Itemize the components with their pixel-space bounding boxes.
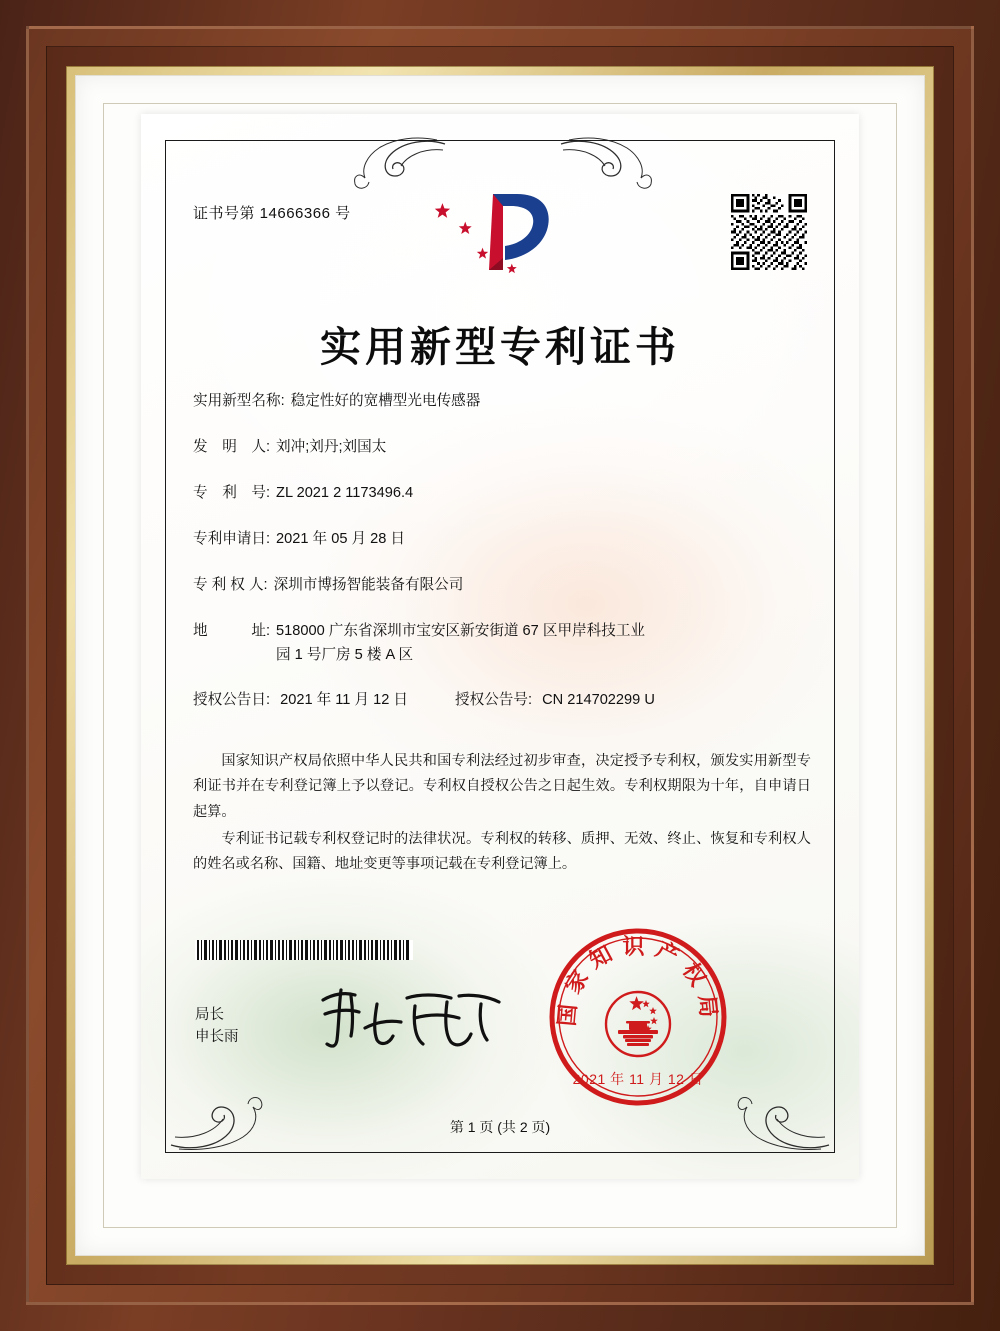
- legal-text: [193, 749, 811, 879]
- field-label: 专利申请日:: [193, 530, 271, 547]
- field-value: 深圳市博扬智能装备有限公司: [273, 576, 464, 593]
- barcode-icon: [195, 940, 413, 960]
- signature-name: 申长雨: [195, 1029, 239, 1046]
- field-application-date: [193, 529, 807, 551]
- field-announcement-number: [455, 688, 807, 709]
- page-title: 实用新型专利证书: [320, 324, 680, 370]
- legal-paragraph-2: 专利证书记载专利权登记时的法律状况。专利权的转移、质押、无效、终止、恢复和专利权人的姓名或名称、国籍、地址变更等事项记载在专利登记簿上。: [193, 830, 811, 873]
- field-label: 专 利 号:: [193, 484, 271, 501]
- address-line-2: 园 1 号厂房 5 楼 A 区: [276, 647, 414, 664]
- field-patentee: [193, 575, 807, 597]
- field-label: 实用新型名称:: [193, 393, 285, 409]
- qr-code-icon: [731, 194, 807, 270]
- field-grant-row: [193, 688, 807, 709]
- legal-paragraph-1: 国家知识产权局依照中华人民共和国专利法经过初步审查，决定授予专利权，颁发实用新型专利证书并在专利登记簿上予以登记。专利权自授权公告之日起生效。专利权期限为十年，自申请日起算。: [193, 753, 811, 820]
- cnipa-logo-icon: [431, 188, 561, 274]
- field-label: 地 址:: [193, 623, 271, 640]
- seal-text: 国家知识产权局: [553, 934, 723, 1028]
- signature-role: 局长: [195, 1007, 224, 1023]
- field-value: 2021 年 05 月 28 日: [276, 530, 406, 547]
- certificate-number: 证书号第 14666366 号: [193, 205, 351, 222]
- field-value: ZL 2021 2 1173496.4: [276, 484, 414, 501]
- signature-block: [195, 1004, 239, 1049]
- field-value: 2021 年 11 月 12 日: [280, 691, 408, 708]
- field-label: 授权公告号:: [455, 691, 533, 708]
- field-inventor: [193, 437, 807, 459]
- field-announcement-date: [193, 688, 455, 709]
- field-value: CN 214702299 U: [542, 691, 655, 708]
- field-value: [276, 620, 807, 667]
- field-label: 发 明 人:: [193, 438, 271, 455]
- handwritten-signature: [311, 982, 511, 1054]
- field-label: 专 利 权 人:: [193, 576, 268, 593]
- field-address: [193, 620, 807, 667]
- field-value: 稳定性好的宽槽型光电传感器: [290, 393, 481, 409]
- field-utility-model-name: [193, 391, 807, 413]
- field-value: 刘冲;刘丹;刘国太: [276, 438, 387, 455]
- address-line-1: 518000 广东省深圳市宝安区新安街道 67 区甲岸科技工业: [276, 623, 646, 640]
- field-list: [193, 391, 807, 723]
- page-footer: 第 1 页 (共 2 页): [449, 1119, 551, 1135]
- field-patent-number: [193, 483, 807, 505]
- certificate-document: [141, 114, 859, 1179]
- seal-date: 2021 年 11 月 12 日: [572, 1071, 704, 1087]
- field-label: 授权公告日:: [193, 691, 271, 708]
- svg-text:国家知识产权局: [554, 934, 722, 1027]
